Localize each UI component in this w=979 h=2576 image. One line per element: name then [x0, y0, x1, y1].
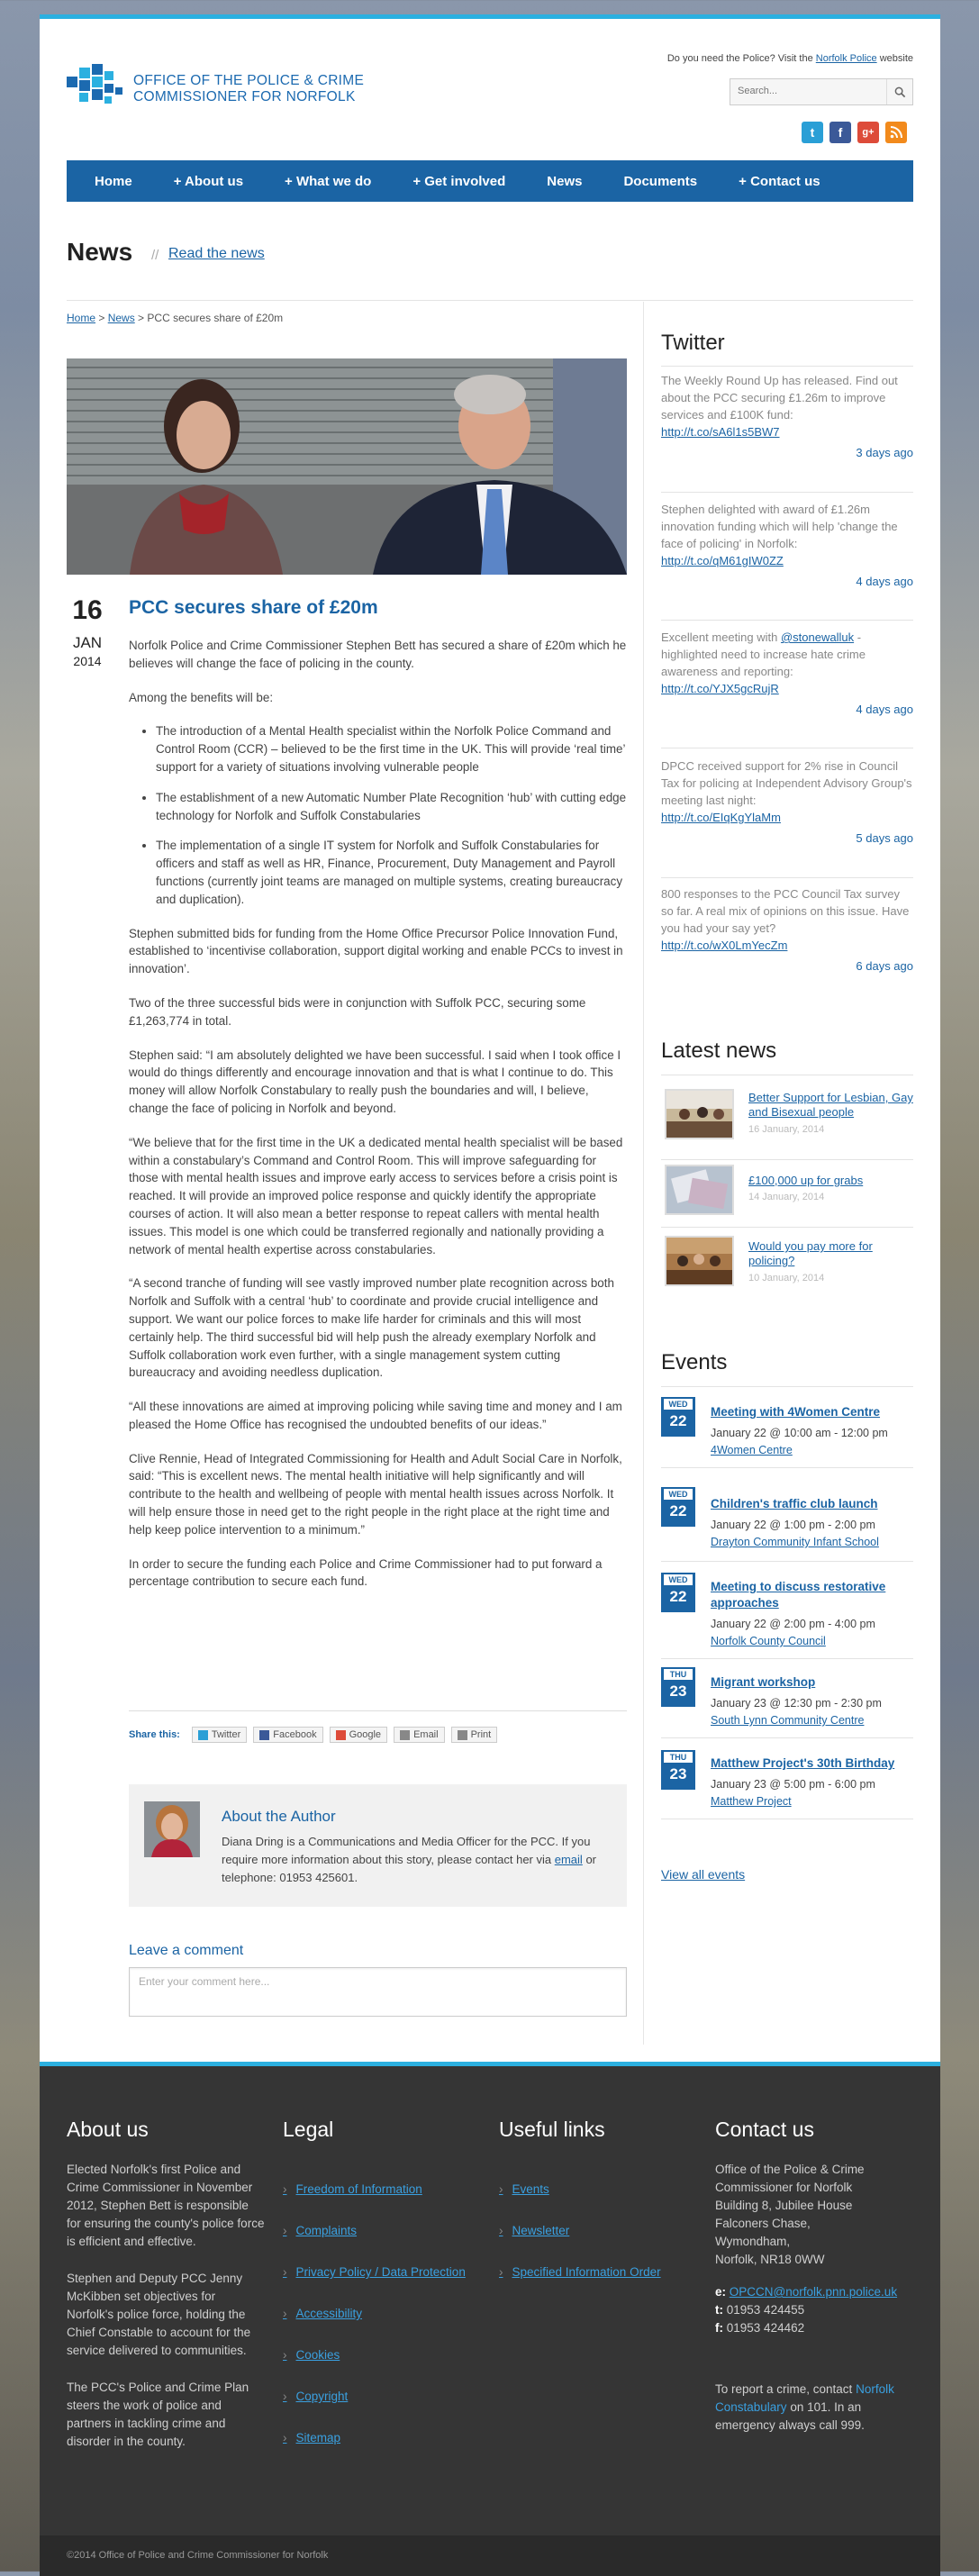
- footer-contact-heading: Contact us: [715, 2118, 814, 2141]
- article-intro: Norfolk Police and Crime Commissioner Stephen Bett has secured a share of £20m which he believes will change the face of policing in the county.: [129, 639, 627, 670]
- footer-link-foi[interactable]: › Freedom of Information: [283, 2182, 422, 2196]
- facebook-icon[interactable]: f: [829, 122, 851, 143]
- event-venue[interactable]: Drayton Community Infant School: [711, 1536, 879, 1548]
- page-container: [40, 14, 940, 2576]
- event-title[interactable]: Meeting to discuss restorative approaches: [711, 1580, 886, 1610]
- twitter-heading: Twitter: [661, 331, 725, 355]
- author-heading: About the Author: [222, 1808, 336, 1825]
- tweet-link[interactable]: http://t.co/wX0LmYecZm: [661, 939, 788, 952]
- article-paragraph: In order to secure the funding each Police and Crime Commissioner had to put forward a percentage contribution to secure each fund.: [129, 1556, 603, 1589]
- divider: [661, 1467, 913, 1468]
- article-date-month: JAN: [72, 634, 103, 651]
- benefits-list: [129, 722, 627, 908]
- share-email-button[interactable]: Email: [394, 1727, 445, 1743]
- email-icon: [400, 1730, 410, 1740]
- nav-contact-us[interactable]: + Contact us: [739, 173, 820, 189]
- tweet-time[interactable]: 6 days ago: [856, 959, 913, 973]
- footer-report-crime: To report a crime, contact Norfolk Constabulary on 101. In an emergency always call 999.: [715, 2382, 894, 2432]
- event-date-badge: WED 22: [661, 1487, 695, 1527]
- logo-mark[interactable]: [67, 64, 124, 111]
- author-email-link[interactable]: email: [554, 1852, 583, 1866]
- rss-glyph: [890, 126, 902, 139]
- article-paragraph: Two of the three successful bids were in conjunction with Suffolk PCC, securing some £1,263,774 in total.: [129, 995, 586, 1028]
- norfolk-police-link[interactable]: Norfolk Police: [815, 53, 877, 64]
- breadcrumb-current: PCC secures share of £20m: [147, 312, 284, 324]
- twitter-icon[interactable]: t: [802, 122, 823, 143]
- footer-link-cookies[interactable]: › Cookies: [283, 2348, 340, 2362]
- share-bar: [129, 1727, 497, 1743]
- view-all-events-link[interactable]: View all events: [661, 1867, 746, 1882]
- event-title[interactable]: Matthew Project's 30th Birthday: [711, 1756, 895, 1770]
- footer-link-specified-info[interactable]: › Specified Information Order: [499, 2265, 661, 2279]
- article-title: PCC secures share of £20m: [129, 597, 378, 618]
- tweet: 800 responses to the PCC Council Tax survey so far. A real mix of opinions on this issue. Have you had your say yet? http://t.co/wX0LmYecZm 6 days ago: [661, 887, 913, 973]
- benefit-item: • The implementation of a single IT system for Norfolk and Suffolk Constabularies for officers and staff as well as HR, Finance, Procurement, Duty Management and Payroll functions (currently joint teams are managed on multiple systems, creating bureaucracy and duplication).: [156, 837, 627, 908]
- google-plus-icon[interactable]: g+: [857, 122, 879, 143]
- divider: [661, 366, 913, 367]
- comment-input[interactable]: Enter your comment here...: [129, 1967, 627, 2017]
- tweet-mention[interactable]: @stonewalluk: [780, 630, 855, 644]
- event-time: January 23 @ 5:00 pm - 6:00 pm: [711, 1778, 875, 1791]
- divider: [661, 1386, 913, 1387]
- event-time: January 22 @ 1:00 pm - 2:00 pm: [711, 1519, 875, 1531]
- search-icon: [894, 86, 906, 98]
- event-date-badge: THU 23: [661, 1750, 695, 1790]
- event-title[interactable]: Migrant workshop: [711, 1675, 816, 1689]
- footer-link-accessibility[interactable]: › Accessibility: [283, 2307, 363, 2320]
- tweet-link[interactable]: http://t.co/YJX5gcRujR: [661, 682, 779, 695]
- footer-useful-heading: Useful links: [499, 2118, 605, 2141]
- nav-get-involved[interactable]: + Get involved: [412, 173, 506, 189]
- tweet-link[interactable]: http://t.co/EIqKgYlaMm: [661, 811, 781, 824]
- article-paragraph: Stephen submitted bids for funding from the Home Office Precursor Police Innovation Fund, established to ‘incentivise collaboration, support digital working and enable PCCs to invest in innovation’.: [129, 926, 623, 976]
- benefits-lead: Among the benefits will be:: [129, 690, 274, 704]
- event-time: January 22 @ 10:00 am - 12:00 pm: [711, 1427, 888, 1439]
- event-venue[interactable]: Norfolk County Council: [711, 1635, 826, 1647]
- logo-line-2: COMMISSIONER FOR NORFOLK: [133, 89, 356, 104]
- article-date-year: 2014: [73, 654, 102, 668]
- latest-news-thumb[interactable]: [665, 1236, 734, 1286]
- article-body: [129, 637, 627, 1607]
- footer-link-sitemap[interactable]: › Sitemap: [283, 2431, 341, 2444]
- tweet: The Weekly Round Up has released. Find out about the PCC securing £1.26m to improve services and £100K fund: http://t.co/sA6l1s5BW7 3 days ago: [661, 374, 913, 459]
- footer-address: Office of the Police & Crime Commissioner for Norfolk Building 8, Jubilee House Falconers Chase, Wymondham, Norfolk, NR18 0WW: [715, 2163, 865, 2266]
- event-date-badge: WED 22: [661, 1397, 695, 1437]
- search-button[interactable]: [886, 79, 912, 104]
- google-icon: [336, 1730, 346, 1740]
- footer-link-newsletter[interactable]: › Newsletter: [499, 2224, 570, 2237]
- main-nav: [67, 160, 913, 202]
- latest-news-title[interactable]: £100,000 up for grabs: [748, 1174, 864, 1187]
- event-date-badge: THU 23: [661, 1667, 695, 1707]
- nav-about-us[interactable]: + About us: [173, 173, 244, 189]
- divider: [661, 1658, 913, 1659]
- author-avatar: [144, 1801, 200, 1857]
- tweet-link[interactable]: http://t.co/sA6l1s5BW7: [661, 425, 780, 439]
- footer-link-complaints[interactable]: › Complaints: [283, 2224, 358, 2237]
- share-google-button[interactable]: Google: [330, 1727, 387, 1743]
- article-paragraph: “A second tranche of funding will see vastly improved number plate recognition across both Norfolk and Suffolk with a central ‘hub’ to coordinate and provide crucial intelligence and support. We want our police forces to make life harder for criminals and this will most certainly help. The third successful bid will help push the already exemplary Norfolk and Suffolk collaboration work even further, with a single management system cutting bureaucracy and avoiding needless duplication.: [129, 1276, 614, 1380]
- article-paragraph: “We believe that for the first time in the UK a dedicated mental health specialist will be based within a constabulary’s Command and Control Room. This will improve safeguarding for those with mental health issues and improve early access to services before a crisis point is reached. It will provide an improved police response and quickly identify the appropriate courses of action. It will also mean a better response to repeat callers with mental health issues. This model is one which could be transferred regionally and nationally providing a network of mental health expertise across constabularies.: [129, 1135, 623, 1256]
- footer-contact-details: e: OPCCN@norfolk.pnn.police.uk t: 01953 424455 f: 01953 424462: [715, 2285, 898, 2335]
- author-box: [129, 1784, 627, 1907]
- title-separator: //: [151, 248, 159, 263]
- tweet: DPCC received support for 2% rise in Council Tax for policing at Independent Advisory Group's meeting last night: http://t.co/EIqKgYlaMm 5 days ago: [661, 759, 913, 845]
- latest-news-date: 10 January, 2014: [748, 1273, 825, 1283]
- facebook-icon: [259, 1730, 269, 1740]
- tweet-time[interactable]: 4 days ago: [856, 575, 913, 588]
- latest-news-date: 16 January, 2014: [748, 1124, 825, 1135]
- latest-news-title[interactable]: Better Support for Lesbian, Gay and Bisexual people: [748, 1091, 913, 1119]
- tweet-link[interactable]: http://t.co/qM61gIW0ZZ: [661, 554, 784, 567]
- divider: [661, 1227, 913, 1228]
- nav-news[interactable]: News: [547, 173, 583, 189]
- event-venue[interactable]: 4Women Centre: [711, 1444, 793, 1456]
- article-date-day: 16: [72, 595, 103, 625]
- breadcrumb-news[interactable]: News: [107, 312, 135, 324]
- event-time: January 23 @ 12:30 pm - 2:30 pm: [711, 1697, 882, 1710]
- share-print-button[interactable]: Print: [451, 1727, 498, 1743]
- article-paragraph: Stephen said: “I am absolutely delighted we have been successful. I said when I took office I would do things differently and encourage innovation and that is what I continue to do. This money will allow Norfolk Constabulary to really push the boundaries and will, I believe, change the face of policing in Norfolk and beyond.: [129, 1048, 621, 1115]
- tweet: Stephen delighted with award of £1.26m innovation funding which will help 'change the face of policing' in Norfolk: http://t.co/qM61gIW0ZZ 4 days ago: [661, 503, 913, 588]
- copyright-text: ©2014 Office of Police and Crime Commissioner for Norfolk: [67, 2550, 329, 2561]
- tweet-time[interactable]: 4 days ago: [856, 703, 913, 716]
- print-icon: [458, 1730, 467, 1740]
- latest-news-heading: Latest news: [661, 1039, 777, 1063]
- page-title: News: [67, 238, 133, 266]
- divider: [661, 1159, 913, 1160]
- comment-heading: Leave a comment: [129, 1943, 244, 1958]
- benefit-item: • The establishment of a new Automatic Number Plate Recognition ‘hub’ with cutting edge technology for Norfolk and Suffolk Constabularies: [156, 789, 627, 825]
- divider: [661, 1561, 913, 1562]
- footer-about-text: Elected Norfolk's first Police and Crime Commissioner in November 2012, Stephen Bett is responsible for ensuring the county's police force is efficient and effective. Stephen and Deputy PCC Jenny McKibben set objectives for Norfolk's police force, holding the Chief Constable to account for the service delivered to communities. The PCC's Police and Crime Plan steers the work of police and partners in tackling crime and disorder in the county.: [67, 2163, 265, 2448]
- logo-line-1: OFFICE OF THE POLICE & CRIME: [133, 73, 365, 88]
- read-the-news-link[interactable]: Read the news: [168, 246, 265, 261]
- event-date-badge: WED 22: [661, 1573, 695, 1612]
- tweet-time[interactable]: 3 days ago: [856, 446, 913, 459]
- tweet: Excellent meeting with @stonewalluk - highlighted need to increase hate crime awareness and reporting: http://t.co/YJX5gcRujR 4 days ago: [661, 630, 913, 716]
- top-note: Do you need the Police? Visit the Norfolk Police website: [666, 53, 913, 64]
- events-heading: Events: [661, 1350, 728, 1374]
- twitter-icon: [198, 1730, 208, 1740]
- footer-link-events[interactable]: › Events: [499, 2182, 549, 2196]
- nav-what-we-do[interactable]: + What we do: [285, 173, 372, 189]
- event-venue[interactable]: South Lynn Community Centre: [711, 1714, 865, 1727]
- latest-news-thumb[interactable]: [665, 1089, 734, 1139]
- divider: [67, 300, 913, 301]
- event-venue[interactable]: Matthew Project: [711, 1795, 792, 1808]
- latest-news-date: 14 January, 2014: [748, 1192, 825, 1202]
- divider: [661, 620, 913, 621]
- footer-email-link[interactable]: OPCCN@norfolk.pnn.police.uk: [729, 2285, 898, 2299]
- latest-news-title[interactable]: Would you pay more for policing?: [748, 1239, 873, 1267]
- rss-icon[interactable]: [885, 122, 907, 143]
- share-divider: [129, 1710, 627, 1711]
- event-title[interactable]: Meeting with 4Women Centre: [711, 1405, 881, 1419]
- share-facebook-button[interactable]: Facebook: [253, 1727, 322, 1743]
- article-paragraph: Clive Rennie, Head of Integrated Commissioning for Health and Adult Social Care in Norfolk, said: “This is excellent news. The mental health initiative will help significantly and will contribute to the health and wellbeing of people with mental health issues across Norfolk. It will help ensure those in need get to the right people in the right place at the right time and help keep police intervention to a minimum.”: [129, 1451, 622, 1537]
- latest-news-thumb[interactable]: [665, 1165, 734, 1215]
- breadcrumb-home[interactable]: Home: [67, 312, 96, 324]
- event-time: January 22 @ 2:00 pm - 4:00 pm: [711, 1618, 875, 1630]
- divider: [661, 877, 913, 878]
- nav-documents[interactable]: Documents: [623, 173, 698, 189]
- divider: [661, 1737, 913, 1738]
- column-divider: [643, 302, 644, 2045]
- author-bio: Diana Dring is a Communications and Media Officer for the PCC. If you require more information about this story, please contact her via email or telephone: 01953 425601.: [222, 1835, 596, 1884]
- footer-link-privacy[interactable]: › Privacy Policy / Data Protection: [283, 2265, 466, 2279]
- benefit-item: • The introduction of a Mental Health specialist within the Norfolk Police Command and Control Room (CCR) – believed to be the first time in the UK. This will provide ‘real time’ support for a variety of situations involving vulnerable people: [156, 722, 627, 776]
- tweet-time[interactable]: 5 days ago: [856, 831, 913, 845]
- search-input[interactable]: [730, 79, 889, 103]
- footer-constabulary-link[interactable]: Norfolk Constabulary: [715, 2382, 894, 2414]
- breadcrumb: Home > News > PCC secures share of £20m: [67, 312, 284, 324]
- logo-text[interactable]: [133, 73, 364, 105]
- share-twitter-button[interactable]: Twitter: [192, 1727, 247, 1743]
- nav-home[interactable]: Home: [95, 173, 132, 189]
- share-label: Share this:: [129, 1729, 180, 1740]
- footer-link-copyright[interactable]: › Copyright: [283, 2390, 349, 2403]
- footer-about-heading: About us: [67, 2118, 149, 2141]
- article-paragraph: “All these innovations are aimed at improving policing while saving time and money and I am pleased the Home Office has recognised the undoubted benefits of our ideas.”: [129, 1400, 622, 1431]
- article-photo: [67, 358, 627, 575]
- divider: [661, 492, 913, 493]
- event-title[interactable]: Children's traffic club launch: [711, 1497, 878, 1510]
- footer-legal-heading: Legal: [283, 2118, 334, 2141]
- search-box: [730, 78, 913, 105]
